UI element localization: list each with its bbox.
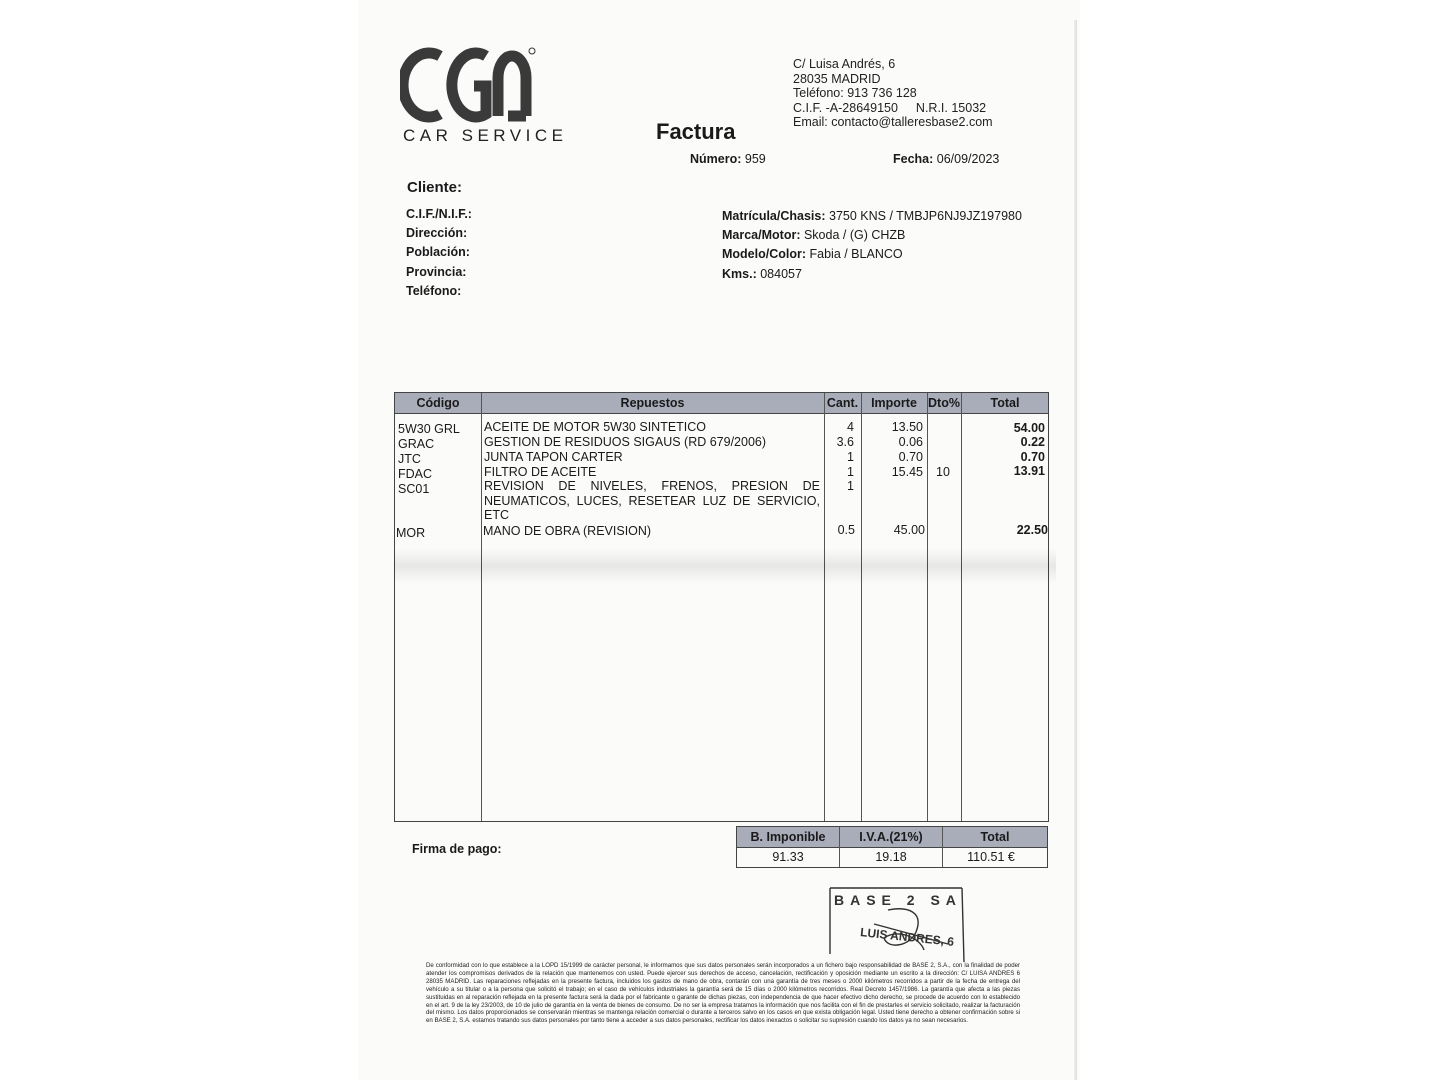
vehicle-value: 084057 [760,266,802,281]
header-importe: Importe [871,396,917,410]
company-info [793,57,993,130]
row-desc: GESTION DE RESIDUOS SIGAUS (RD 679/2006) [484,435,767,449]
payment-signature-label: Firma de pago: [412,842,502,856]
row-codigo: GRAC [398,437,435,451]
items-table [394,392,1049,822]
row-importe: 0.06 [898,435,923,449]
vehicle-label: Kms.: [722,266,757,281]
paper-fold-shadow [394,548,1056,584]
invoice-date-label: Fecha: [893,152,934,166]
client-phone-label: Teléfono: [406,283,462,298]
row-total: 22.50 [1016,523,1048,537]
vehicle-row [722,245,1022,264]
row-total: 13.91 [1013,464,1045,478]
invoice-date-value: 06/09/2023 [936,152,1000,166]
row-importe: 15.45 [891,465,923,479]
cga-logo-mark [400,42,540,126]
items-table-header [395,393,1048,414]
vehicle-label: Marca/Motor: [722,228,801,243]
vehicle-row [722,226,1022,245]
column-divider [481,393,482,821]
paper-edge [1074,20,1077,1080]
client-title: Cliente: [407,179,463,196]
invoice-number-label: Número: [690,152,742,166]
vehicle-row [722,207,1022,226]
row-importe: 0.70 [898,450,923,464]
company-address: C/ Luisa Andrés, 6 [793,57,896,71]
invoice-number [690,152,766,166]
company-nri: N.R.I. 15032 [915,100,987,115]
company-city: 28035 MADRID [793,71,881,86]
invoice-date [893,152,999,166]
row-cant: 1 [847,465,854,479]
legal-notice: De conformidad con lo que establece a la LOPD 15/1999 de carácter personal, le informamos que sus datos personales serán incorporados a un fichero bajo responsabilidad de BASE 2, S.A., con la finalidad de poder atender los compromisos derivados de la relación que mantenemos con usted. Puede ejercer sus derechos de acceso, cancelación, rectificación y oposición mediante un escrito a la dirección: C/ LUISA ANDRES 6 28035 MADRID. Las reparaciones reflejadas en la presente factura, incluidos los gastos de mano de obra, contarán con una garantía de tres meses o 2000 kilómetros recorridos a partir de la fecha de entrega del vehículo a su titular o a la persona que solicitó el trabajo; en el caso de vehículos industriales la garantía será de 15 días o 2000 kilómetros recorridos. Real Decreto 1457/1986. La garantía que afecta a las piezas sustituidas en al reparación reflejada en la presente factura será la dada por el fabricante o garante de dichas piezas, con independencia de que hacer efectivo dicho derecho, se procede de acuerdo con lo establecido en el art. 9 de la ley 23/2003, de 10 de julio de garantía en la venta de bienes de consumo. De no ser la empresa tratamos la información que nos facilita con el fin de prestarles el servicio solicitado, realizar la facturación del mismo. Los datos proporcionados se conservarán mientras se mantenga relación comercial o durante a terceros salvo en los casos en que exista obligación legal. Usted tiene derecho a obtener confirmación sobre si en BASE 2, S.A. estamos tratando sus datos personales por tanto tiene a acceder a sus datos personales, rectificar los datos inexactos o solicitar su supresión cuando los datos ya no sean necesarios. [426,962,1020,1025]
header-b-imponible: B. Imponible [737,827,840,848]
stamp-line1: BASE 2 SA [834,892,962,908]
vehicle-info [722,207,1022,284]
row-cant: 4 [847,420,854,434]
row-cant: 1 [847,450,854,464]
client-town-label: Población: [406,245,470,260]
document-title: Factura [656,119,736,144]
row-desc: REVISION DE NIVELES, FRENOS, PRESION DE NEUMATICOS, LUCES, RESETEAR LUZ DE SERVICIO, ETC [484,479,820,522]
vehicle-row [722,265,1022,284]
header-repuestos: Repuestos [620,396,685,410]
b-imponible-value: 91.33 [772,850,804,864]
vehicle-label: Modelo/Color: [722,247,807,262]
company-cif-row [793,101,993,116]
row-dto: 10 [936,465,950,479]
row-cant: 0.5 [837,523,855,537]
row-codigo: JTC [398,452,421,466]
row-codigo: SC01 [398,482,430,496]
row-desc: MANO DE OBRA (REVISION) [483,524,652,538]
row-desc: FILTRO DE ACEITE [484,465,597,479]
vehicle-value: Skoda / (G) CHZB [803,228,906,243]
vehicle-label: Matrícula/Chasis: [722,209,826,223]
header-cant: Cant. [826,396,859,410]
client-province-label: Provincia: [406,264,467,279]
row-total: 0.22 [1020,435,1045,449]
stamp-line2: LUIS ANDRES, 6 [859,925,955,949]
header-total: Total [990,396,1020,410]
header-iva: I.V.A.(21%) [840,827,943,848]
totals-table [736,826,1048,868]
client-address-label: Dirección: [406,226,468,241]
header-total: Total [943,827,1047,848]
row-importe: 45.00 [893,523,925,537]
client-cif-label: C.I.F./N.I.F.: [406,207,472,221]
column-divider [927,393,928,821]
invoice-number-value: 959 [744,152,766,166]
row-desc: ACEITE DE MOTOR 5W30 SINTETICO [484,420,707,434]
vehicle-value: Fabia / BLANCO [809,247,903,262]
header-dto: Dto% [928,396,960,410]
row-total: 54.00 [1013,421,1045,435]
total-value: 110.51 € [967,850,1015,864]
logo-subtitle: CAR SERVICE [403,126,568,145]
row-total: 0.70 [1020,450,1045,464]
row-importe: 13.50 [891,420,923,434]
row-cant: 1 [847,479,854,493]
company-email: Email: contacto@talleresbase2.com [793,115,993,130]
header-codigo: Código [416,396,460,410]
client-fields [406,205,472,301]
row-codigo: FDAC [398,467,433,481]
vehicle-value: 3750 KNS / TMBJP6NJ9JZ197980 [829,209,1022,223]
company-phone: Teléfono: 913 736 128 [793,86,917,101]
row-cant: 3.6 [836,435,854,449]
company-cif: C.I.F. -A-28649150 [793,100,898,115]
row-codigo: MOR [396,526,426,540]
row-codigo: 5W30 GRL [398,422,460,436]
iva-value: 19.18 [875,850,907,864]
row-desc: JUNTA TAPON CARTER [484,450,623,464]
